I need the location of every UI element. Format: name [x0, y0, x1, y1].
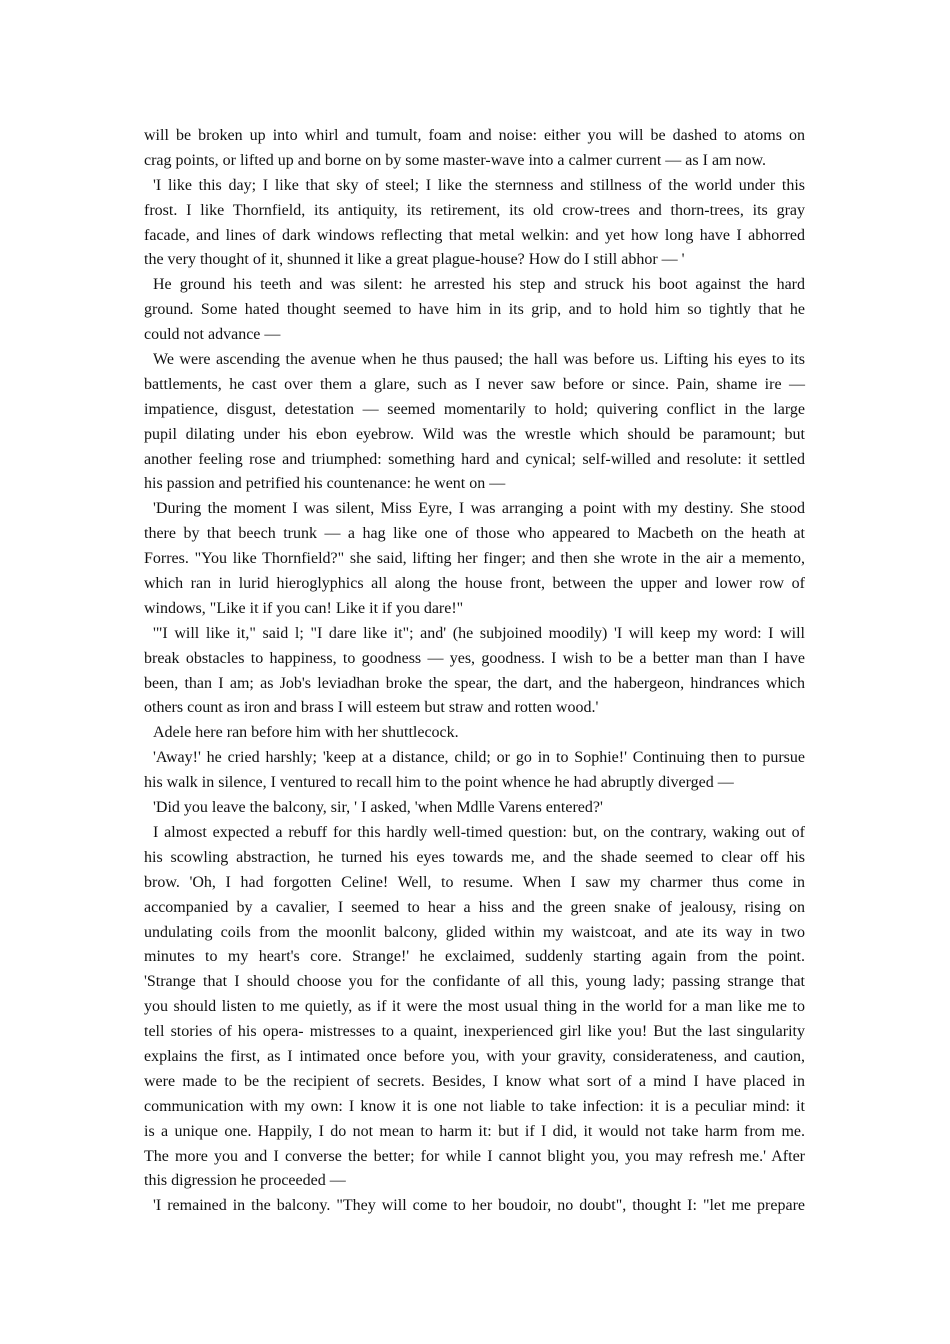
paragraph: [144, 746, 805, 796]
text-line: been, than I am; as Job's leviadhan broke the spear, the dart, and the habergeon, hindrances which: [144, 674, 805, 692]
text-line: crag points, or lifted up and borne on by some master-wave into a calmer current — as I am now.: [144, 151, 766, 169]
text-line: his scowling abstraction, he turned his eyes towards me, and the shade seemed to clear off his: [144, 848, 805, 866]
text-line: this digression he proceeded —: [144, 1172, 346, 1190]
paragraph: [144, 1194, 805, 1219]
text-line: 'Strange that I should choose you for the confidante of all this, young lady; passing strange that: [144, 973, 805, 991]
text-line: will be broken up into whirl and tumult, foam and noise: either you will be dashed to atoms on: [144, 127, 805, 144]
text-line: We were ascending the avenue when he thus paused; the hall was before us. Lifting his eyes to its: [153, 351, 805, 369]
text-line: another feeling rose and triumphed: something hard and cynical; self-willed and resolute: it settled: [144, 450, 805, 468]
text-line: 'Did you leave the balcony, sir, ' I asked, 'when Mdlle Varens entered?': [153, 799, 603, 817]
text-line: facade, and lines of dark windows reflecting that metal welkin: and yet how long have I abhorred: [144, 226, 805, 244]
text-line: his walk in silence, I ventured to recall him to the point whence he had abruptly diverged —: [144, 774, 734, 792]
text-line: '"I will like it," said l; "I dare like it"; and' (he subjoined moodily) 'I will keep my word: I will: [153, 624, 805, 642]
text-line: explains the first, as I intimated once before you, with your gravity, considerateness, and caution,: [144, 1047, 805, 1065]
text-line: is a unique one. Happily, I do not mean to harm it: but if I did, it would not take harm from me.: [144, 1122, 805, 1140]
text-line: there by that beech trunk — a hag like one of those who appeared to Macbeth on the heath at: [144, 525, 805, 543]
text-line: The more you and I converse the better; for while I cannot blight you, you may refresh me.' After: [144, 1147, 805, 1165]
text-line: Forres. "You like Thornfield?" she said, lifting her finger; and then she wrote in the air a memento,: [144, 550, 805, 568]
paragraph: [144, 821, 805, 1194]
text-line: minutes to my heart's core. Strange!' he exclaimed, suddenly starting again from the point.: [144, 948, 805, 966]
paragraph: [144, 273, 805, 348]
text-line: brow. 'Oh, I had forgotten Celine! Well, to resume. When I saw my charmer thus come in: [144, 873, 805, 891]
text-line: Adele here ran before him with her shuttlecock.: [153, 724, 459, 742]
text-line: battlements, he cast over them a glare, such as I never saw before or since. Pain, shame ire —: [144, 375, 805, 393]
text-line: others count as iron and brass I will esteem but straw and rotten wood.': [144, 699, 599, 717]
text-line: could not advance —: [144, 326, 281, 344]
text-line: ground. Some hated thought seemed to have him in its grip, and to hold him so tightly that he: [144, 301, 805, 319]
text-line: 'I remained in the balcony. "They will come to her boudoir, no doubt", thought I: "let me prepare: [153, 1197, 805, 1215]
paragraph: [144, 721, 805, 746]
text-line: you should listen to me quietly, as if it were the most usual thing in the world for a man like me to: [144, 998, 805, 1016]
text-line: the very thought of it, shunned it like a great plague-house? How do I still abhor — ': [144, 251, 685, 269]
text-line: 'During the moment I was silent, Miss Eyre, I was arranging a point with my destiny. She stood: [153, 500, 805, 518]
text-line: pupil dilating under his ebon eyebrow. Wild was the wrestle which should be paramount; but: [144, 425, 805, 443]
paragraph: [144, 348, 805, 497]
text-line: 'I like this day; I like that sky of steel; I like the sternness and stillness of the world under this: [153, 176, 805, 194]
paragraph: [144, 622, 805, 722]
text-line: 'Away!' he cried harshly; 'keep at a distance, child; or go in to Sophie!' Continuing then to pursue: [153, 749, 805, 767]
paragraph: [144, 174, 805, 274]
text-line: I almost expected a rebuff for this hardly well-timed question: but, on the contrary, waking out of: [153, 823, 805, 841]
text-line: impatience, disgust, detestation — seemed momentarily to hold; quivering conflict in the large: [144, 400, 805, 418]
text-line: windows, "Like it if you can! Like it if you dare!": [144, 599, 464, 617]
text-line: communication with my own: I know it is one not liable to take infection: it is a peculiar mind: it: [144, 1097, 805, 1115]
text-line: frost. I like Thornfield, its antiquity, its retirement, its old crow-trees and thorn-trees, its gray: [144, 201, 805, 219]
text-line: which ran in lurid hieroglyphics all along the house front, between the upper and lower row of: [144, 575, 805, 593]
paragraph: [144, 497, 805, 621]
text-line: undulating coils from the moonlit balcony, glided within my waistcoat, and ate its way in two: [144, 923, 805, 941]
text-line: his passion and petrified his countenance: he went on —: [144, 475, 506, 493]
document-page: [144, 124, 805, 1219]
text-line: break obstacles to happiness, to goodness — yes, goodness. I wish to be a better man than I have: [144, 649, 805, 667]
text-line: accompanied by a cavalier, I seemed to hear a hiss and the green snake of jealousy, rising on: [144, 898, 805, 916]
paragraph: [144, 796, 805, 821]
text-line: tell stories of his opera- mistresses to a quaint, inexperienced girl like you! But the last singularity: [144, 1023, 805, 1041]
text-line: He ground his teeth and was silent: he arrested his step and struck his boot against the hard: [153, 276, 805, 294]
paragraph: [144, 124, 805, 174]
text-line: were made to be the recipient of secrets. Besides, I know what sort of a mind I have placed in: [144, 1072, 805, 1090]
